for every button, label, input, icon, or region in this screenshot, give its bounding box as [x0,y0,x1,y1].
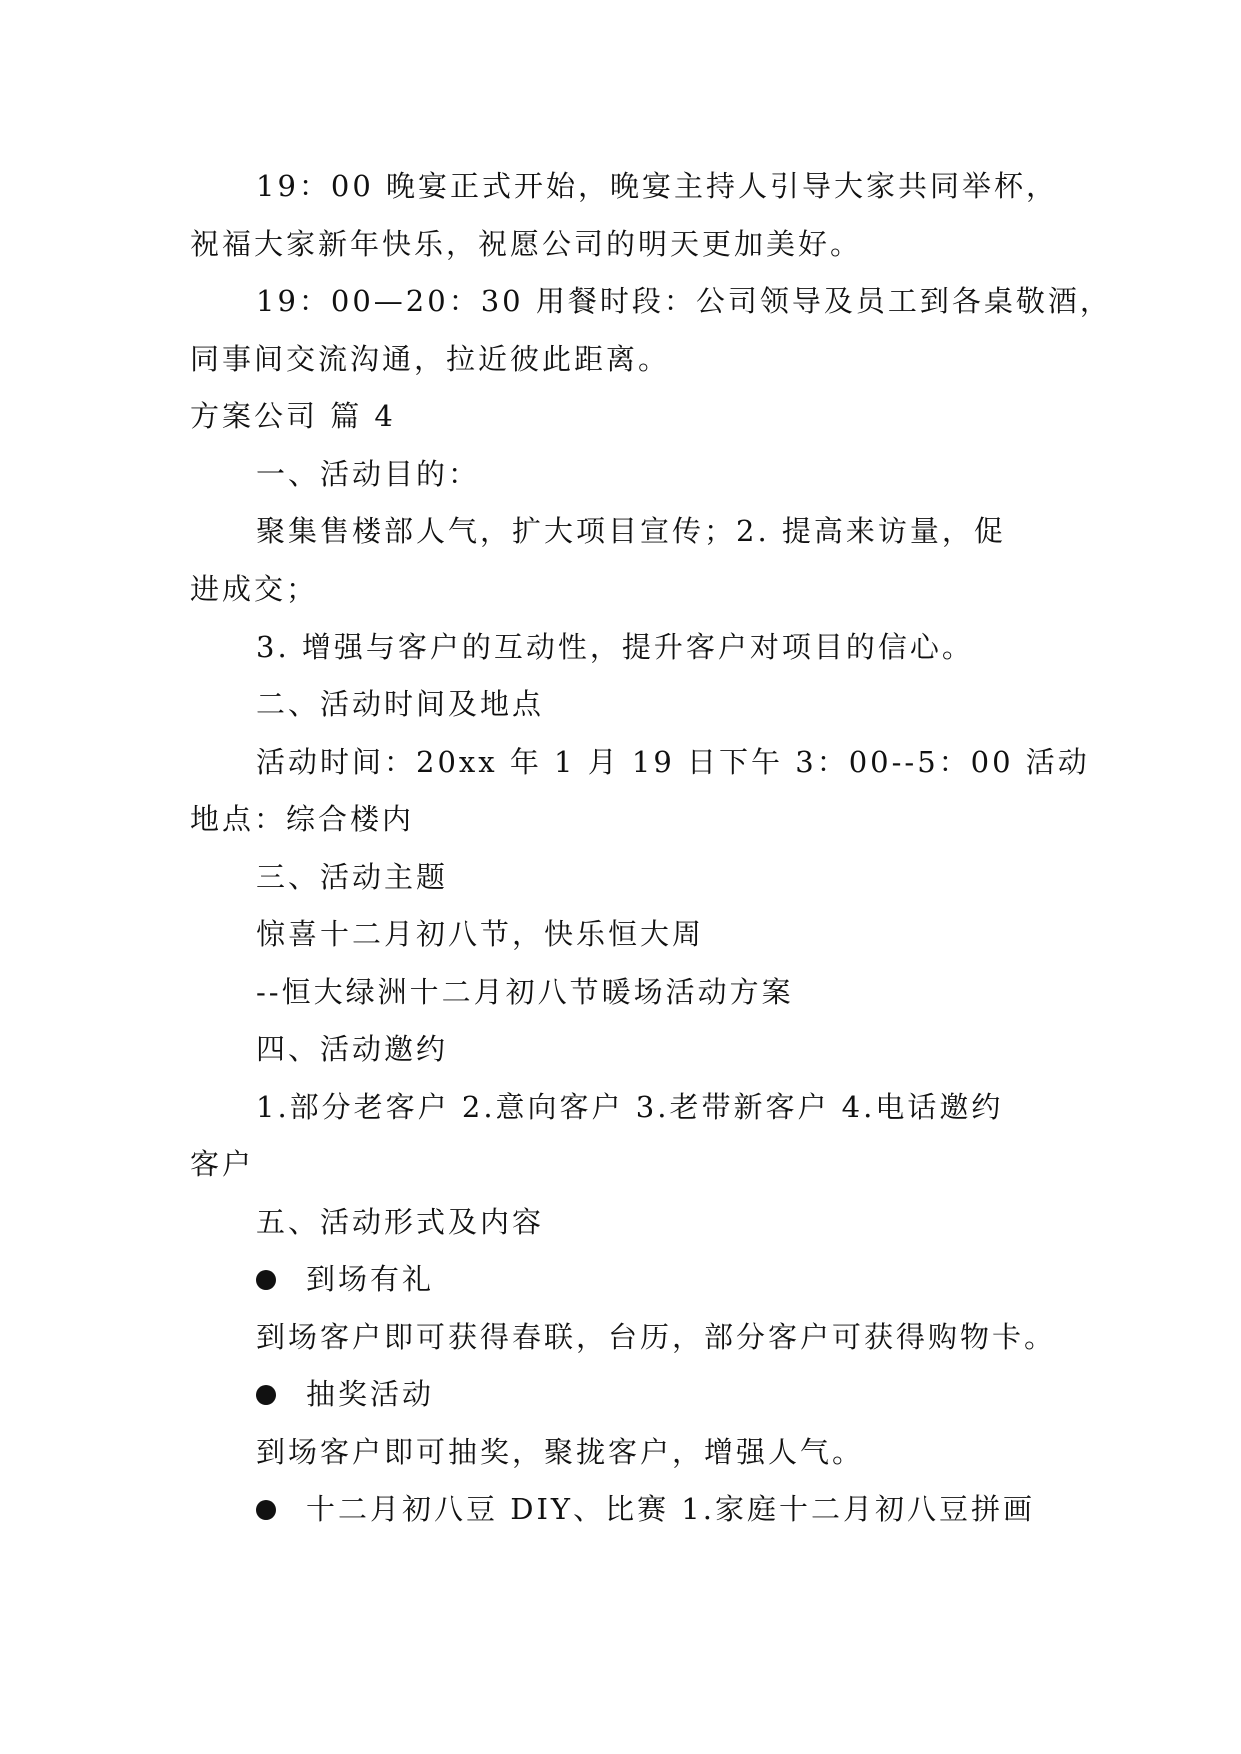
bullet-item [256,1489,1035,1529]
paragraph-line: 地点：综合楼内 [190,802,415,836]
bullet-icon [256,1385,276,1405]
paragraph-line: 到场客户即可抽奖，聚拢客户，增强人气。 [256,1435,865,1469]
paragraph-line: 19：00—20：30 用餐时段：公司领导及员工到各桌敬酒， [256,284,1112,318]
paragraph-line: 祝福大家新年快乐，祝愿公司的明天更加美好。 [190,227,863,261]
paragraph-line: 19：00 晚宴正式开始，晚宴主持人引导大家共同举杯， [256,169,1059,203]
bullet-text: 到场有礼 [306,1262,435,1296]
bullet-item [256,1374,434,1414]
bullet-text: 十二月初八豆 DIY、比赛 1.家庭十二月初八豆拼画 [306,1492,1035,1526]
paragraph-line: 进成交； [190,572,319,606]
paragraph-line: 1.部分老客户 2.意向客户 3.老带新客户 4.电话邀约 [256,1090,1004,1124]
bullet-item [256,1259,434,1299]
bullet-icon [256,1270,276,1290]
subsection-heading: 五、活动形式及内容 [256,1205,545,1239]
paragraph-line: 客户 [190,1147,255,1181]
subsection-heading: 三、活动主题 [256,860,449,894]
bullet-icon [256,1500,276,1520]
paragraph-line: --恒大绿洲十二月初八节暖场活动方案 [256,975,794,1009]
paragraph-line: 3. 增强与客户的互动性，提升客户对项目的信心。 [256,630,974,664]
paragraph-line: 到场客户即可获得春联，台历，部分客户可获得购物卡。 [256,1320,1057,1354]
paragraph-line: 惊喜十二月初八节，快乐恒大周 [256,917,705,951]
paragraph-line: 活动时间：20xx 年 1 月 19 日下午 3：00--5：00 活动 [256,745,1090,779]
paragraph-line: 同事间交流沟通，拉近彼此距离。 [190,342,671,376]
paragraph-line: 聚集售楼部人气，扩大项目宣传；2. 提高来访量，促 [256,514,1006,548]
subsection-heading: 一、活动目的： [256,457,481,491]
subsection-heading: 四、活动邀约 [256,1032,449,1066]
subsection-heading: 二、活动时间及地点 [256,687,545,721]
bullet-text: 抽奖活动 [306,1377,435,1411]
section-heading: 方案公司 篇 4 [190,399,396,433]
